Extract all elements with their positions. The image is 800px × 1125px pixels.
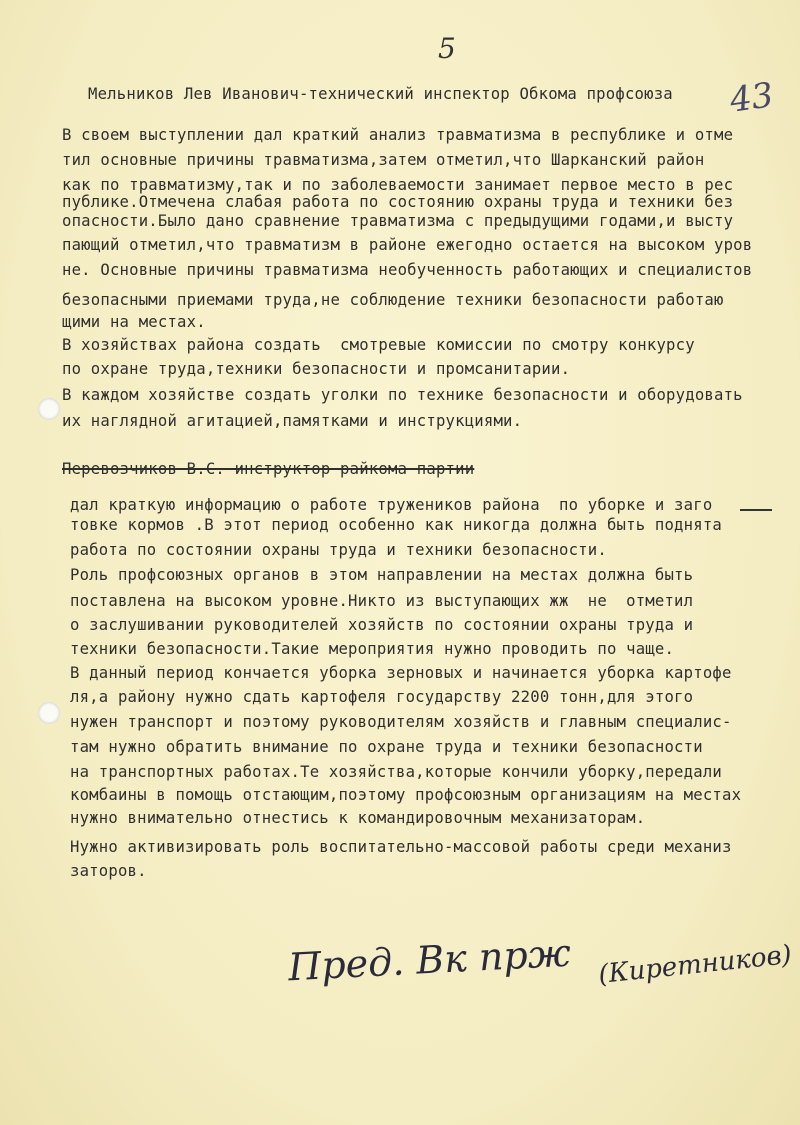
text-line: Нужно активизировать роль воспитательно-массовой работы среди механиз — [70, 838, 732, 856]
text-line: поставлена на высоком уровне.Никто из выступающих жж не отметил — [70, 592, 694, 610]
text-line: В своем выступлении дал краткий анализ травматизма в республике и отме — [62, 126, 734, 144]
text-line: как по травматизму,так и по заболеваемости занимает первое место в рес — [62, 176, 734, 194]
text-line: безопасными приемами труда,не соблюдение техники безопасности работаю — [62, 291, 724, 309]
text-line: работа по состоянии охраны труда и техники безопасности. — [70, 541, 607, 559]
text-line: тил основные причины травматизма,затем отметил,что Шарканский район — [62, 151, 705, 169]
signature-name: (Киретников) — [596, 939, 794, 991]
text-line: нужно внимательно отнестись к командировочным механизаторам. — [70, 809, 646, 827]
text-line: на транспортных работах.Те хозяйства,которые кончили уборку,передали — [70, 763, 722, 781]
text-line: их наглядной агитацией,памятками и инструкциями. — [62, 412, 523, 430]
hand-dash-mark — [740, 509, 772, 511]
text-line: там нужно обратить внимание по охране труда и техники безопасности — [70, 738, 703, 756]
signature-title: Пред. Вк прж — [287, 930, 572, 990]
text-line: по охране труда,техники безопасности и промсанитарии. — [62, 360, 571, 378]
text-line: публике.Отмечена слабая работа по состоянию охраны труда и техники без — [62, 193, 734, 211]
text-line: комбаины в помощь отстающим,поэтому профсоюзным организациям на местах — [70, 786, 742, 804]
text-line: щими на местах. — [62, 313, 206, 331]
text-line: заторов. — [70, 862, 147, 880]
text-line: товке кормов .В этот период особенно как никогда должна быть поднята — [70, 516, 722, 534]
text-line: В хозяйствах района создать смотревые комиссии по смотру конкурсу — [62, 336, 695, 354]
page-number: 5 — [438, 32, 456, 65]
text-line: В каждом хозяйстве создать уголки по технике безопасности и оборудовать — [62, 386, 743, 404]
text-line: ля,а району нужно сдать картофеля государству 2200 тонн,для этого — [70, 688, 694, 706]
punch-hole-top — [38, 398, 60, 420]
text-line: о заслушивании руководителей хозяйств по состоянии охраны труда и — [70, 616, 694, 634]
speaker-heading-perevozchikov: Перевозчиков В.С.-инструктор райкома партии — [62, 460, 475, 478]
speaker-heading-melnikov: Мельников Лев Иванович-технический инспектор Обкома профсоюза — [88, 85, 673, 103]
text-line: В данный период кончается уборка зерновых и начинается уборка картофе — [70, 664, 732, 682]
text-line: пающий отметил,что травматизм в районе ежегодно остается на высоком уров — [62, 236, 753, 254]
punch-hole-bottom — [38, 702, 60, 724]
text-line: дал краткую информацию о работе тружеников района по уборке и заго — [70, 496, 713, 514]
text-line: не. Основные причины травматизма необученность работающих и специалистов — [62, 261, 753, 279]
text-line: техники безопасности.Такие мероприятия нужно проводить по чаще. — [70, 640, 675, 658]
folio-number: 43 — [727, 75, 776, 121]
text-line: опасности.Было дано сравнение травматизма с предыдущими годами,и высту — [62, 212, 734, 230]
text-line: Роль профсоюзных органов в этом направлении на местах должна быть — [70, 566, 694, 584]
text-line: нужен транспорт и поэтому руководителям хозяйств и главным специалис- — [70, 713, 732, 731]
